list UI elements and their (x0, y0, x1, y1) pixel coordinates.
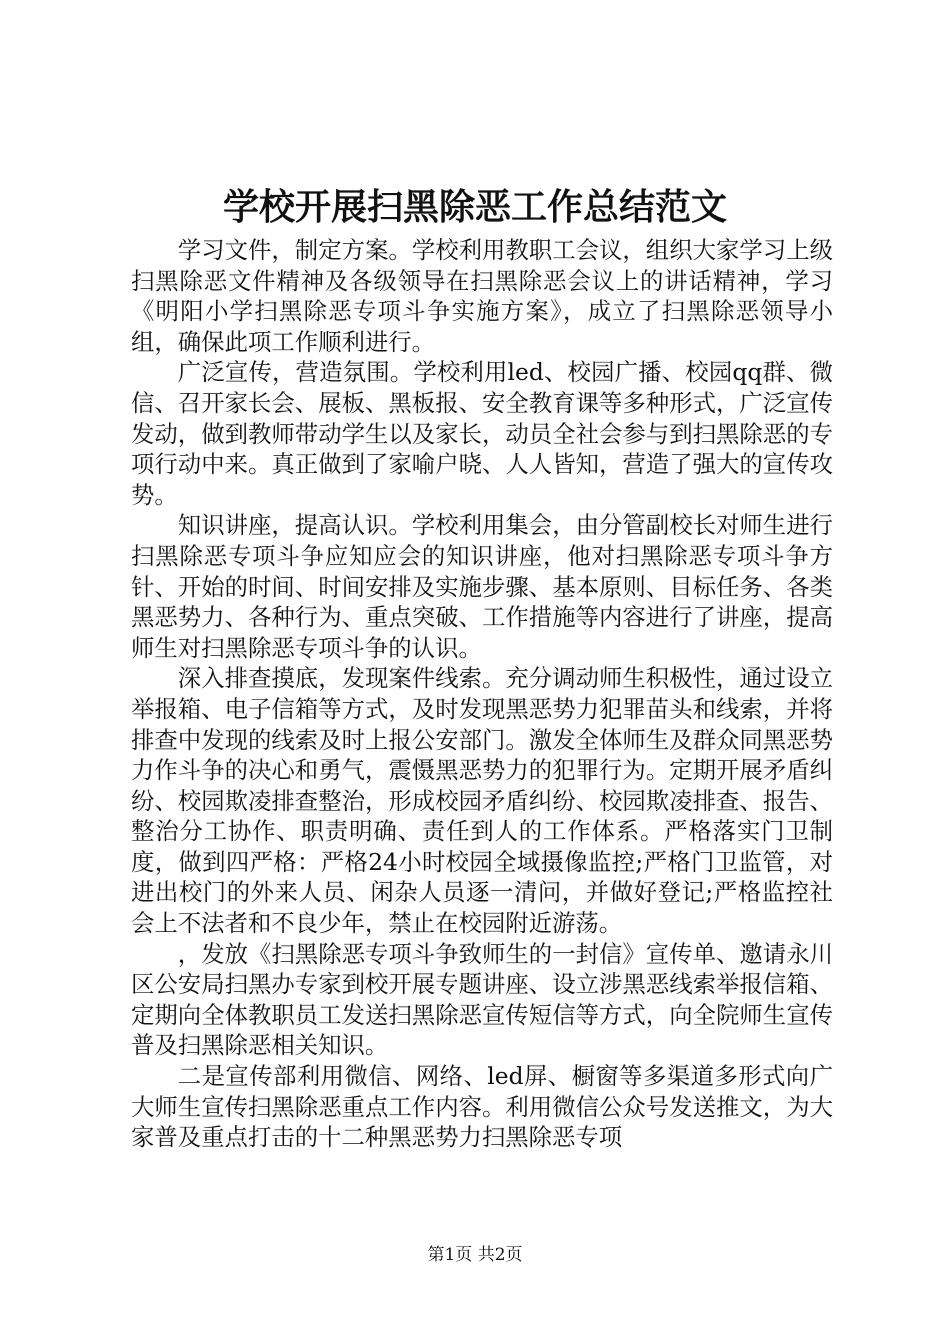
document-title: 学校开展扫黑除恶工作总结范文 (222, 186, 727, 228)
paragraph-4: 深入排查摸底，发现案件线索。充分调动师生积极性，通过设立举报箱、电子信箱等方式，及时发现黑恶势力犯罪苗头和线索，并将排查中发现的线索及时上报公安部门。激发全体师生及群众同黑恶势力作斗争的决心和勇气，震慑黑恶势力的犯罪行为。定期开展矛盾纠纷、校园欺凌排查整治，形成校园矛盾纠纷、校园欺凌排查、报告、整治分工协作、职责明确、责任到人的工作体系。严格落实门卫制度，做到四严格：严格24小时校园全域摄像监控;严格门卫监管，对进出校门的外来人员、闲杂人员逐一清问，并做好登记;严格监控社会上不法者和不良少年，禁止在校园附近游荡。 (131, 664, 833, 938)
paragraph-3: 知识讲座，提高认识。学校利用集会，由分管副校长对师生进行扫黑除恶专项斗争应知应会的知识讲座，他对扫黑除恶专项斗争方针、开始的时间、时间安排及实施步骤、基本原则、目标任务、各类黑恶势力、各种行为、重点突破、工作措施等内容进行了讲座，提高师生对扫黑除恶专项斗争的认识。 (131, 511, 833, 662)
paragraph-1: 学习文件，制定方案。学校利用教职工会议，组织大家学习上级扫黑除恶文件精神及各级领导在扫黑除恶会议上的讲话精神，学习《明阳小学扫黑除恶专项斗争实施方案》，成立了扫黑除恶领导小组，确保此项工作顺利进行。 (131, 236, 833, 356)
document-body (131, 235, 833, 1153)
paragraph-2: 广泛宣传，营造氛围。学校利用led、校园广播、校园qq群、微信、召开家长会、展板、黑板报、安全教育课等多种形式，广泛宣传发动，做到教师带动学生以及家长，动员全社会参与到扫黑除恶的专项行动中来。真正做到了家喻户晓、人人皆知，营造了强大的宣传攻势。 (131, 358, 833, 509)
paragraph-5: ，发放《扫黑除恶专项斗争致师生的一封信》宣传单、邀请永川区公安局扫黑办专家到校开展专题讲座、设立涉黑恶线索举报信箱、定期向全体教职员工发送扫黑除恶宣传短信等方式，向全院师生宣传普及扫黑除恶相关知识。 (131, 939, 833, 1060)
paragraph-6: 二是宣传部利用微信、网络、led屏、橱窗等多渠道多形式向广大师生宣传扫黑除恶重点工作内容。利用微信公众号发送推文，为大家普及重点打击的十二种黑恶势力扫黑除恶专项 (131, 1062, 833, 1152)
page-footer: 第1页 共2页 (427, 1245, 523, 1265)
